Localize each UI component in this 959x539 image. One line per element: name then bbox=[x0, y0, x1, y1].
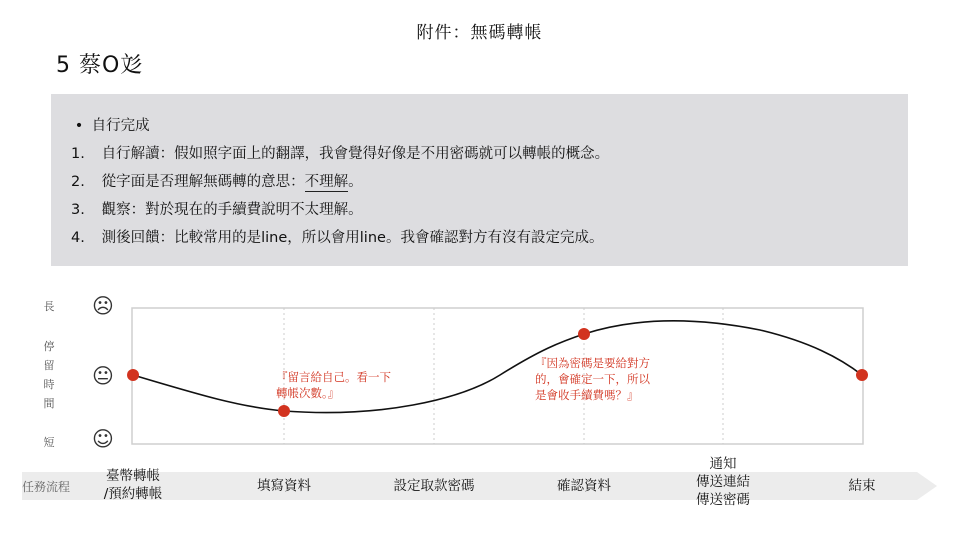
y-axis-label-stay-2: 留 bbox=[43, 359, 55, 372]
neutral-face-icon: 😐 bbox=[92, 364, 114, 388]
stage-label: /預約轉帳 bbox=[103, 486, 163, 502]
y-axis-label-stay-4: 間 bbox=[43, 397, 55, 410]
data-point-confirm bbox=[578, 328, 590, 340]
participant-name: 5 蔡O彣 bbox=[56, 53, 144, 78]
note-text: 測後回饋：比較常用的是line，所以會用line。我會確認對方有沒有設定完成。 bbox=[101, 230, 604, 246]
smile-face-icon: ☺ bbox=[92, 427, 114, 451]
stage-confirm-data bbox=[548, 477, 620, 495]
stage-label: 傳送連結 bbox=[696, 474, 750, 490]
emotion-curve bbox=[133, 321, 862, 413]
data-point-start bbox=[127, 369, 139, 381]
data-point-fill-data bbox=[278, 405, 290, 417]
stage-notify bbox=[684, 455, 762, 509]
stage-label: 確認資料 bbox=[557, 478, 611, 494]
note-text: 自行解讀：假如照字面上的翻譯，我會覺得好像是不用密碼就可以轉帳的概念。 bbox=[101, 146, 610, 162]
stage-label: 臺幣轉帳 bbox=[106, 468, 160, 484]
y-axis-label-stay-1: 停 bbox=[43, 340, 55, 353]
y-axis-label-short: 短 bbox=[43, 436, 55, 449]
note-number: 1. bbox=[71, 146, 85, 162]
stage-label: 設定取款密碼 bbox=[393, 478, 475, 494]
quote-fill-data bbox=[276, 369, 391, 401]
stage-set-password bbox=[386, 477, 482, 495]
quote-confirm bbox=[535, 355, 650, 403]
stage-label: 填寫資料 bbox=[257, 478, 311, 494]
quote-line: 的，會確定一下，所以 bbox=[535, 372, 650, 386]
note-number: 3. bbox=[71, 202, 85, 218]
stage-fill-data bbox=[248, 477, 320, 495]
note-number: 2. bbox=[71, 174, 85, 190]
note-text-end: 。 bbox=[348, 174, 363, 190]
bullet-dot-icon: • bbox=[74, 118, 84, 134]
y-axis-label-stay-3: 時 bbox=[43, 378, 55, 391]
frown-face-icon: ☹ bbox=[92, 294, 114, 318]
note-text: 從字面是否理解無碼轉的意思： bbox=[101, 174, 305, 190]
quote-line: 轉帳次數。』 bbox=[276, 386, 340, 400]
stage-label: 結束 bbox=[848, 478, 876, 494]
stage-twd-transfer bbox=[96, 467, 170, 503]
quote-line: 是會收手續費嗎？』 bbox=[535, 388, 639, 402]
stage-end bbox=[836, 477, 888, 495]
note-text: 觀察：對於現在的手續費說明不太理解。 bbox=[101, 202, 363, 218]
stage-label: 通知 bbox=[709, 456, 737, 472]
quote-line: 『留言給自己。看一下 bbox=[276, 370, 391, 384]
page-title: 附件：無碼轉帳 bbox=[416, 23, 543, 43]
flow-label: 任務流程 bbox=[22, 480, 71, 494]
note-number: 4. bbox=[71, 230, 85, 246]
note-bullet-text: 自行完成 bbox=[91, 118, 150, 134]
y-axis-label-long: 長 bbox=[43, 300, 55, 313]
stage-label: 傳送密碼 bbox=[696, 492, 750, 508]
quote-line: 『因為密碼是要給對方 bbox=[535, 356, 650, 370]
data-point-end bbox=[856, 369, 868, 381]
note-emphasis: 不理解 bbox=[304, 174, 349, 190]
